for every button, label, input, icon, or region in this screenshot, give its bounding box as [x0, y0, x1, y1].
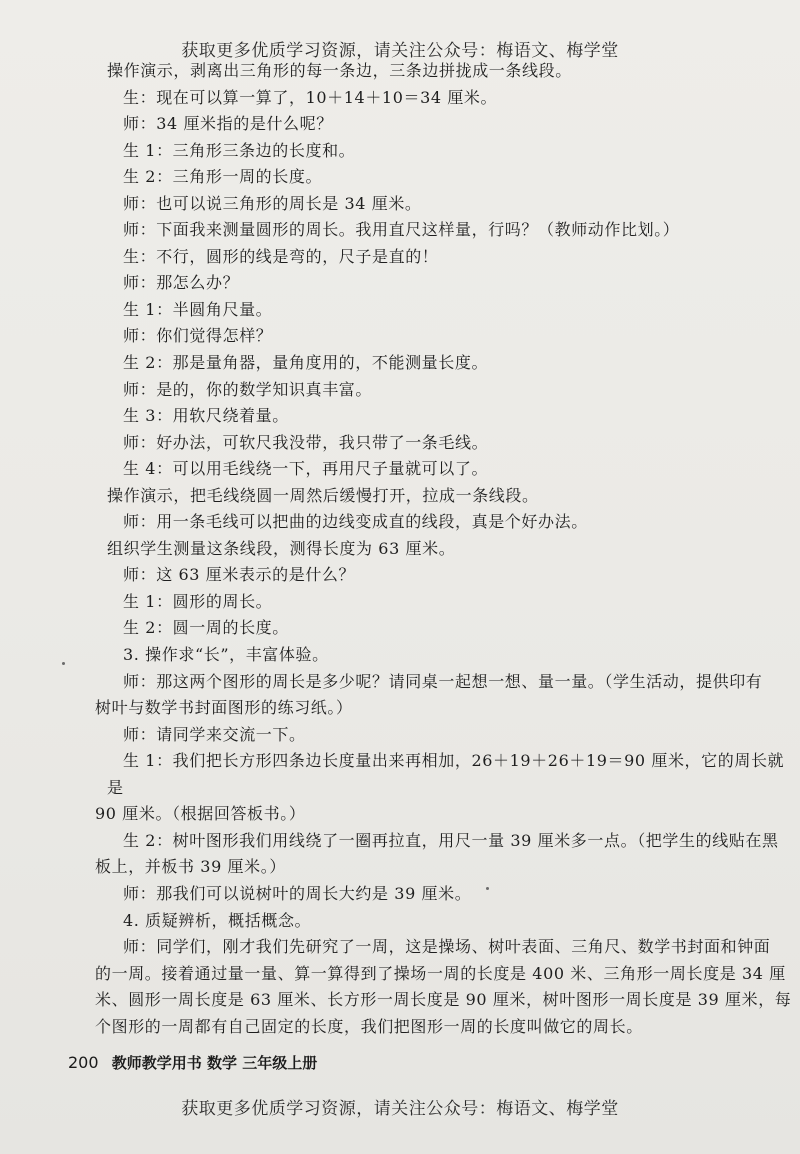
text-line: 90 厘米。（根据回答板书。）: [95, 804, 306, 824]
text-line: 生 2：树叶图形我们用线绕了一圈再拉直，用尺一量 39 厘米多一点。（把学生的线贴在黑: [123, 830, 779, 850]
text-line: 树叶与数学书封面图形的练习纸。）: [95, 698, 353, 718]
text-line: 操作演示，把毛线绕圆一周然后缓慢打开，拉成一条线段。: [107, 485, 539, 505]
text-line: 生 2：那是量角器，量角度用的，不能测量长度。: [123, 353, 489, 373]
text-line: 师：那怎么办？: [123, 273, 240, 293]
text-line: 的一周。接着通过量一量、算一算得到了操场一周的长度是 400 米、三角形一周长度是 34 厘: [95, 963, 786, 983]
text-line: 生 2：圆一周的长度。: [123, 618, 289, 638]
text-line: 师：用一条毛线可以把曲的边线变成直的线段，真是个好办法。: [123, 512, 588, 532]
text-line: 个图形的一周都有自己固定的长度，我们把图形一周的长度叫做它的周长。: [95, 1016, 643, 1036]
text-line: 生：不行，圆形的线是弯的，尺子是直的！: [123, 246, 439, 266]
section-heading: 3. 操作求“长”，丰富体验。: [123, 645, 329, 665]
scan-speck: [62, 662, 65, 665]
text-line: 师：请同学来交流一下。: [123, 724, 306, 744]
text-line: 师：那我们可以说树叶的周长大约是 39 厘米。: [123, 883, 472, 903]
text-line: 生 1：我们把长方形四条边长度量出来再相加，26＋19＋26＋19＝90 厘米，它的周长就是: [107, 751, 785, 797]
text-line: 生 4：可以用毛线绕一下，再用尺子量就可以了。: [123, 459, 489, 479]
text-line: 生 2：三角形一周的长度。: [123, 167, 323, 187]
text-line: 师：你们觉得怎样？: [123, 326, 273, 346]
text-line: 生 3：用软尺绕着量。: [123, 406, 289, 426]
text-line: 师：同学们，刚才我们先研究了一周，这是操场、树叶表面、三角尺、数学书封面和钟面: [123, 937, 771, 957]
text-line: 生 1：三角形三条边的长度和。: [123, 140, 356, 160]
text-line: 板上，并板书 39 厘米。）: [95, 857, 286, 877]
text-line: 师：这 63 厘米表示的是什么？: [123, 565, 356, 585]
page-footer: [68, 1052, 317, 1073]
text-line: 师：那这两个图形的周长是多少呢？请同桌一起想一想、量一量。（学生活动，提供印有: [123, 671, 763, 691]
text-line: 生 1：半圆角尺量。: [123, 299, 273, 319]
text-line: 师：34 厘米指的是什么呢？: [123, 114, 333, 134]
text-line: 师：好办法，可软尺我没带，我只带了一条毛线。: [123, 432, 489, 452]
text-line: 生 1：圆形的周长。: [123, 591, 273, 611]
text-line: 师：下面我来测量圆形的周长。我用直尺这样量，行吗？（教师动作比划。）: [123, 220, 680, 240]
book-title: 教师教学用书 数学 三年级上册: [111, 1054, 318, 1072]
watermark-bottom: 获取更多优质学习资源，请关注公众号：梅语文、梅学堂: [181, 1099, 619, 1119]
text-line: 米、圆形一周长度是 63 厘米、长方形一周长度是 90 厘米，树叶图形一周长度是 39 厘米，每: [95, 990, 792, 1010]
text-line: 操作演示，剥离出三角形的每一条边，三条边拼拢成一条线段。: [107, 61, 572, 80]
text-line: 师：也可以说三角形的周长是 34 厘米。: [123, 193, 422, 213]
text-line: 生：现在可以算一算了，10＋14＋10＝34 厘米。: [123, 87, 498, 107]
lesson-transcript: [95, 58, 792, 1040]
text-line: 师：是的，你的数学知识真丰富。: [123, 379, 373, 399]
text-line: 组织学生测量这条线段，测得长度为 63 厘米。: [107, 538, 456, 558]
watermark-top: 获取更多优质学习资源，请关注公众号：梅语文、梅学堂: [181, 41, 619, 61]
section-heading: 4. 质疑辨析，概括概念。: [123, 910, 312, 930]
page-number: 200: [68, 1053, 99, 1072]
